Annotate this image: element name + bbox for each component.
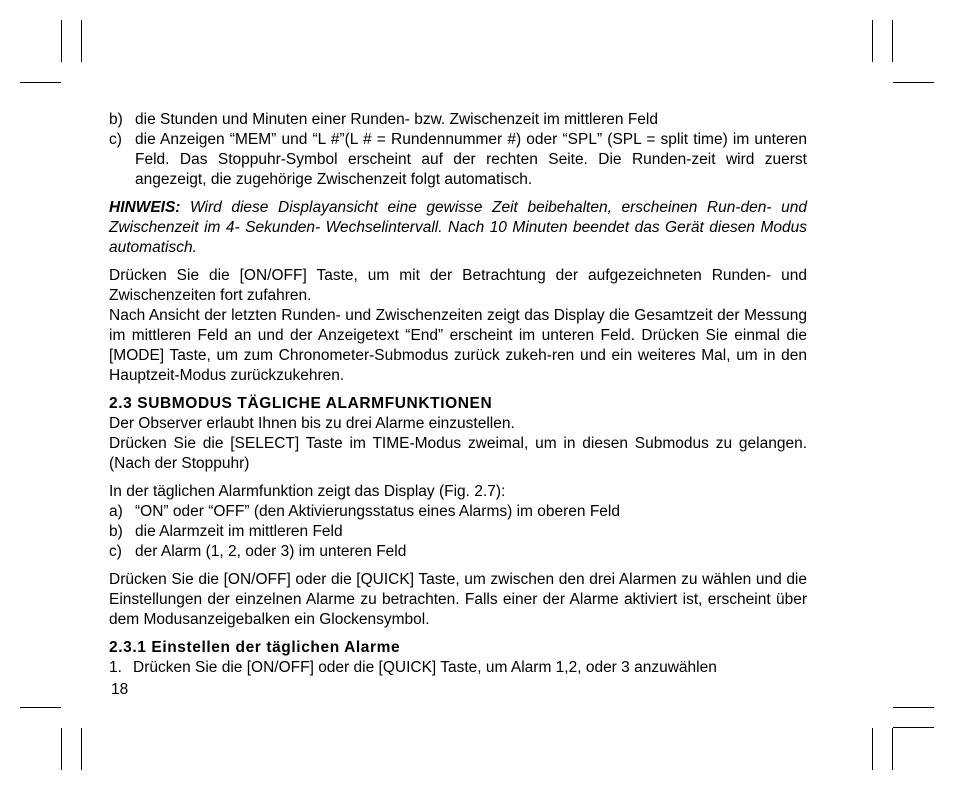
paragraph: Drücken Sie die [ON/OFF] Taste, um mit der Betrachtung der aufgezeichneten Runden- und Zwischenzeiten fort zufahren. [109, 267, 807, 304]
list-item-text: “ON” oder “OFF” (den Aktivierungsstatus eines Alarms) im oberen Feld [135, 503, 620, 520]
crop-mark [20, 82, 61, 83]
note-label: HINWEIS: [109, 199, 181, 216]
list-marker: c) [109, 131, 122, 148]
crop-mark [20, 707, 61, 708]
subsection-heading: 2.3.1 Einstellen der täglichen Alarme [109, 639, 401, 656]
list-item [109, 502, 807, 522]
section-heading: 2.3 SUBMODUS TÄGLICHE ALARMFUNKTIONEN [109, 395, 493, 412]
list-item-text: die Anzeigen “MEM” und “L #”(L # = Rundennummer #) oder “SPL” (SPL = split time) im unteren Feld. Das Stoppuhr-Symbol erscheint auf der rechten Seite. Die Runden-zeit wird zuerst angezeigt, die zugehörige Zwischenzeit folgt automatisch. [135, 131, 807, 188]
crop-mark [892, 728, 893, 770]
paragraph: Nach Ansicht der letzten Runden- und Zwischenzeiten zeigt das Display die Gesamtzeit der Messung im mittleren Feld an und der Anzeigetext “End” erscheint im unteren Feld. Drücken Sie einmal die [MODE] Taste, um zum Chronometer-Submodus zurück zukeh-ren und ein weiteres Mal, um in den Hauptzeit-Modus zurückzukehren. [109, 307, 807, 384]
crop-mark [893, 707, 934, 708]
list-marker: c) [109, 543, 122, 560]
list-marker: a) [109, 503, 123, 520]
paragraph: Drücken Sie die [ON/OFF] oder die [QUICK] Taste, um zwischen den drei Alarmen zu wählen und die Einstellungen der einzelnen Alarme zu betrachten. Falls einer der Alarme aktiviert ist, erscheint über dem Modusanzeigebalken ein Glockensymbol. [109, 571, 807, 628]
crop-mark [893, 82, 934, 83]
list-marker: 1. [109, 659, 122, 676]
crop-mark [61, 20, 62, 62]
list-item-text: der Alarm (1, 2, oder 3) im unteren Feld [135, 543, 407, 560]
list-item-text: Drücken Sie die [ON/OFF] oder die [QUICK] Taste, um Alarm 1,2, oder 3 anzuwählen [133, 659, 717, 676]
page-number: 18 [111, 681, 129, 698]
crop-mark [872, 20, 873, 62]
paragraph: Drücken Sie die [SELECT] Taste im TIME-Modus zweimal, um in diesen Submodus zu gelangen. (Nach der Stoppuhr) [109, 435, 807, 472]
list-item [109, 658, 807, 678]
list-item [109, 522, 807, 542]
crop-mark [892, 20, 893, 62]
crop-mark [872, 728, 873, 770]
paragraph: In der täglichen Alarmfunktion zeigt das Display (Fig. 2.7): [109, 483, 506, 500]
list-marker: b) [109, 111, 123, 128]
list-item [109, 130, 807, 190]
crop-mark [893, 727, 934, 728]
paragraph: Der Observer erlaubt Ihnen bis zu drei Alarme einzustellen. [109, 415, 515, 432]
note-paragraph [109, 198, 807, 258]
list-item [109, 542, 807, 562]
list-marker: b) [109, 523, 123, 540]
list-item-text: die Alarmzeit im mittleren Feld [135, 523, 343, 540]
page-content [109, 110, 807, 678]
crop-mark [81, 728, 82, 770]
list-item-text: die Stunden und Minuten einer Runden- bzw. Zwischenzeit im mittleren Feld [135, 111, 658, 128]
crop-mark [81, 20, 82, 62]
list-item [109, 110, 807, 130]
note-text: Wird diese Displayansicht eine gewisse Zeit beibehalten, erscheinen Run-den- und Zwischenzeit im 4- Sekunden- Wechselintervall. Nach 10 Minuten beendet das Gerät diesen Modus automatisch. [109, 199, 807, 256]
crop-mark [61, 728, 62, 770]
